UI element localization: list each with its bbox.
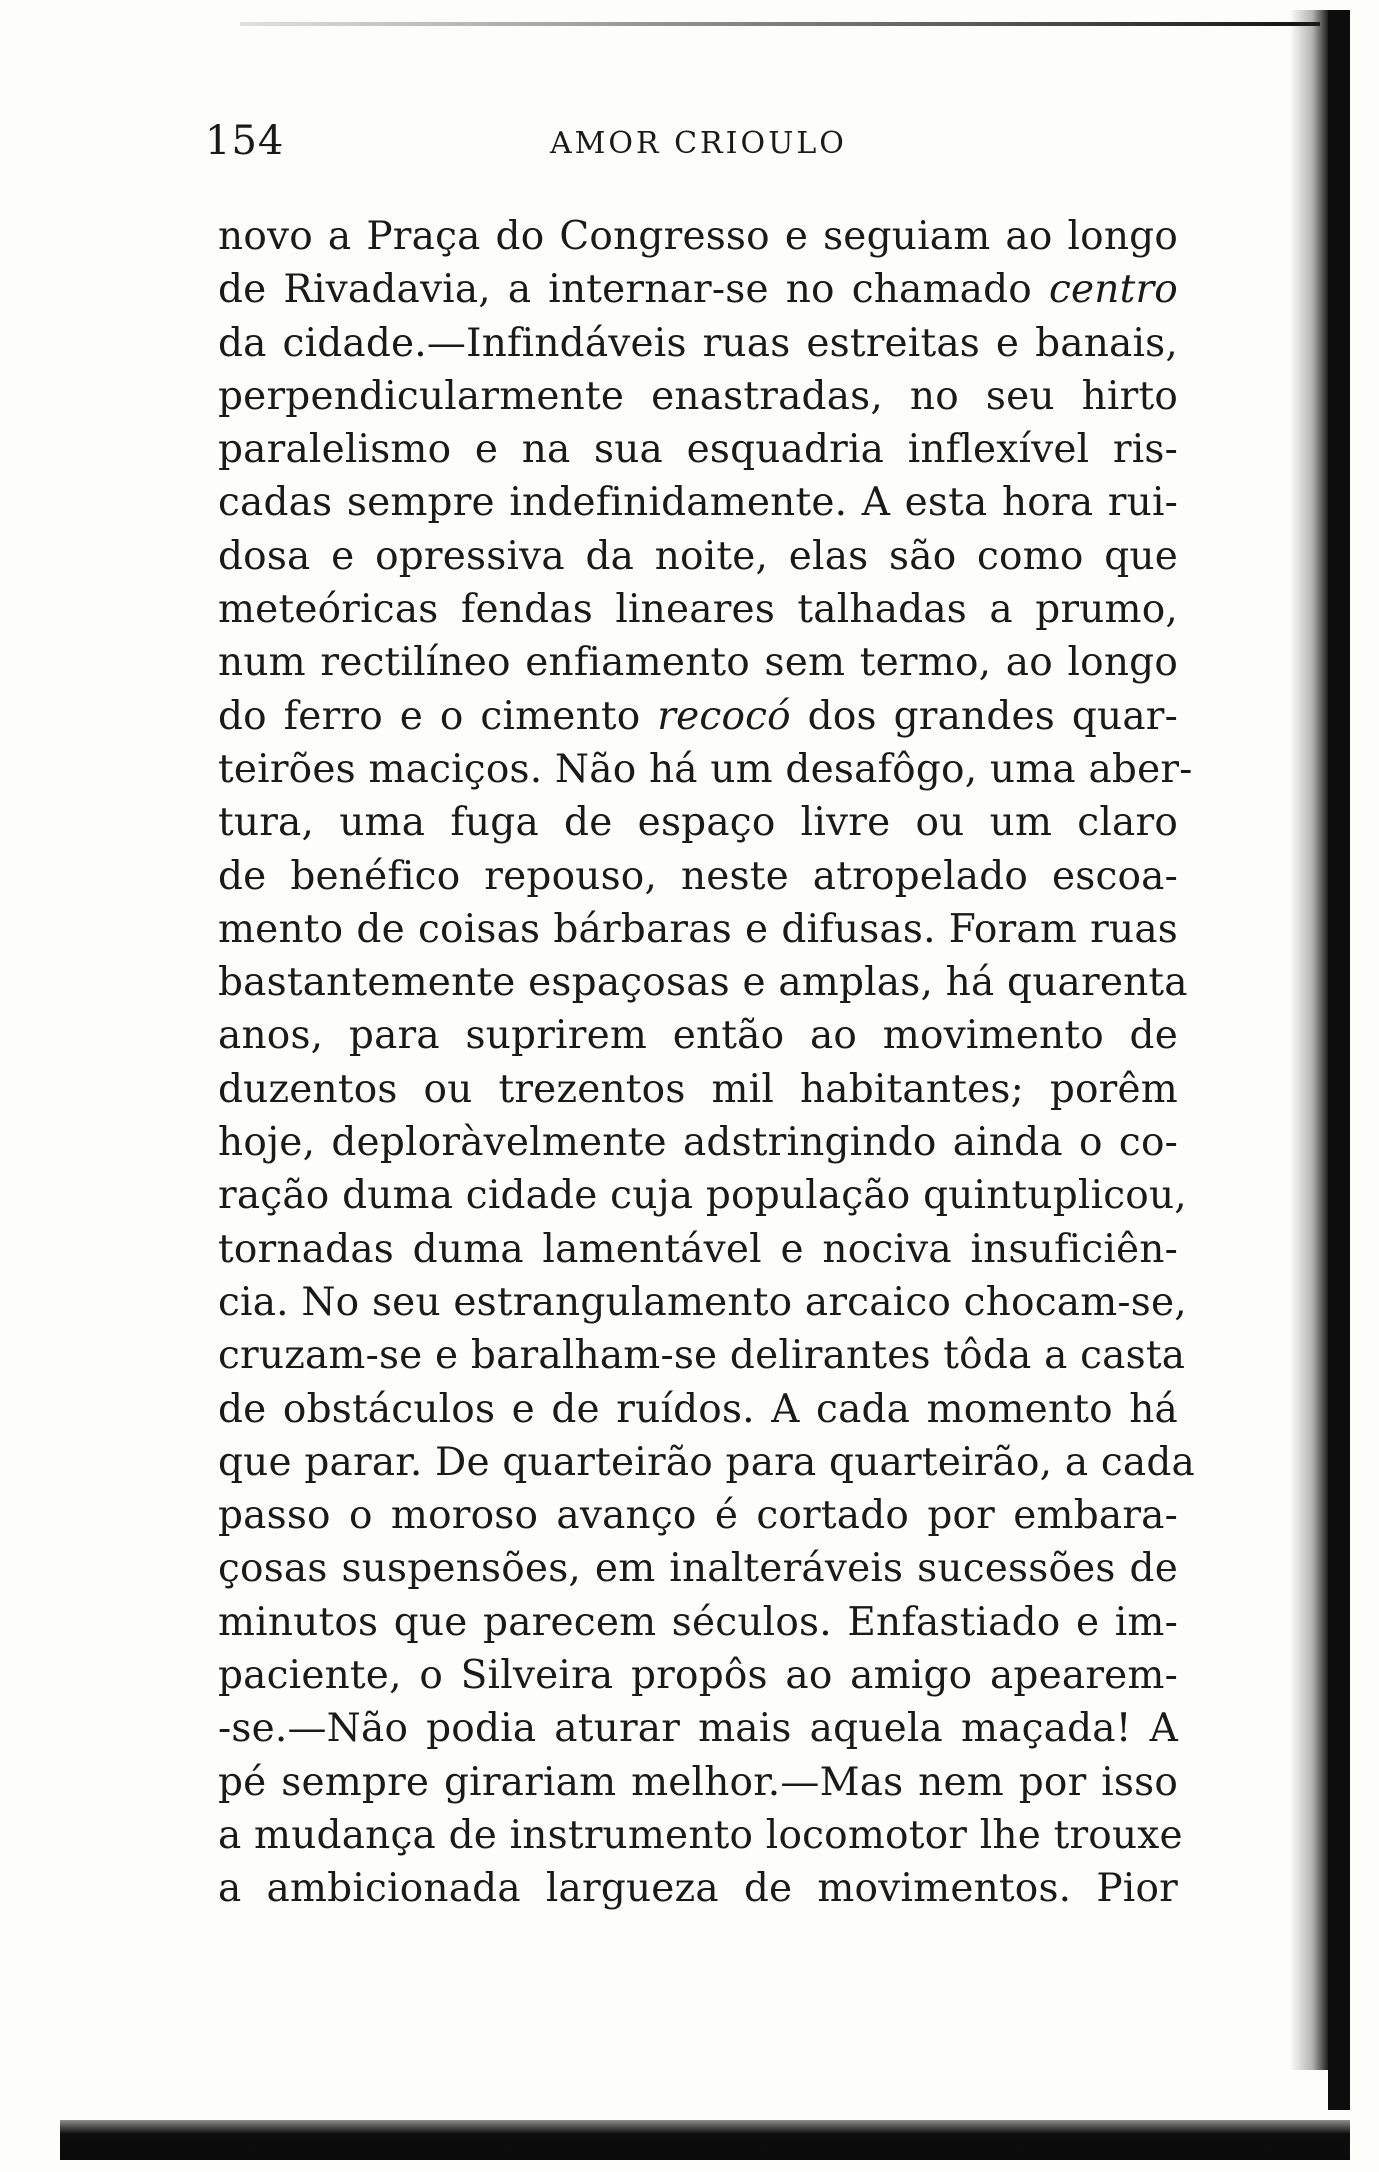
text-segment: paciente, o Silveira propôs ao amigo apearem-: [218, 1653, 1178, 1699]
text-segment: que parar. De quarteirão para quarteirão, a cada: [218, 1439, 1195, 1485]
text-line: [218, 210, 1178, 263]
text-line: [218, 850, 1178, 903]
text-line: [218, 1329, 1186, 1382]
scan-bottom-edge: [60, 2120, 1350, 2160]
text-line: [218, 1542, 1178, 1595]
text-line: [218, 743, 1193, 796]
text-segment: cadas sempre indefinidamente. A esta hora rui-: [218, 480, 1178, 526]
text-line: [218, 1649, 1178, 1702]
text-segment: cruzam-se e baralham-se delirantes tôda a casta: [218, 1333, 1186, 1379]
text-segment: dosa e opressiva da noite, elas são como que: [218, 533, 1178, 579]
page-number: 154: [205, 118, 285, 164]
text-segment: perpendicularmente enastradas, no seu hirto: [218, 373, 1178, 419]
text-line: [218, 1116, 1178, 1169]
text-line: [218, 636, 1178, 689]
text-line: [218, 1489, 1178, 1542]
text-line: [218, 1809, 1183, 1862]
text-segment: cia. No seu estrangulamento arcaico chocam-se,: [218, 1279, 1187, 1325]
text-segment: duzentos ou trezentos mil habitantes; porêm: [218, 1066, 1178, 1112]
text-segment: teirões maciços. Não há um desafôgo, uma aber-: [218, 746, 1193, 792]
text-line: [218, 1756, 1178, 1809]
text-segment: da cidade.—Infindáveis ruas estreitas e banais,: [218, 320, 1178, 366]
text-line: [218, 1169, 1187, 1222]
text-line: [218, 423, 1178, 476]
text-line: [218, 1063, 1178, 1116]
text-segment: tornadas duma lamentável e nociva insuficiên-: [218, 1226, 1178, 1272]
running-title: AMOR CRIOULO: [550, 126, 847, 161]
text-segment: dos grandes quar-: [790, 693, 1178, 739]
page-header: [205, 118, 1165, 178]
text-line: [218, 1276, 1187, 1329]
text-segment: a ambicionada largueza de movimentos. Pior: [218, 1866, 1178, 1912]
text-segment: anos, para suprirem então ao movimento de: [218, 1013, 1178, 1059]
text-line: [218, 690, 1178, 743]
text-line: [218, 1223, 1178, 1276]
scan-top-shadow: [240, 22, 1320, 26]
scan-right-edge: [1328, 10, 1350, 2110]
italic-term: centro: [1048, 267, 1178, 313]
text-line: [218, 317, 1178, 370]
text-line: [218, 530, 1178, 583]
text-segment: meteóricas fendas lineares talhadas a prumo,: [218, 587, 1178, 633]
text-segment: tura, uma fuga de espaço livre ou um claro: [218, 800, 1178, 846]
text-segment: mento de coisas bárbaras e difusas. Foram ruas: [218, 906, 1178, 952]
text-line: [218, 1009, 1178, 1062]
text-segment: num rectilíneo enfiamento sem termo, ao longo: [218, 640, 1178, 686]
text-segment: çosas suspensões, em inalteráveis sucessões de: [218, 1546, 1178, 1592]
text-segment: -se.—Não podia aturar mais aquela maçada! A: [218, 1706, 1178, 1752]
text-line: [218, 903, 1178, 956]
text-line: [218, 370, 1178, 423]
text-line: [218, 796, 1178, 849]
text-segment: hoje, deploràvelmente adstringindo ainda o co-: [218, 1120, 1178, 1166]
text-line: [218, 263, 1178, 316]
text-line: [218, 1596, 1178, 1649]
text-segment: a mudança de instrumento locomotor lhe trouxe: [218, 1812, 1183, 1858]
text-line: [218, 476, 1178, 529]
text-segment: bastantemente espaçosas e amplas, há quarenta: [218, 960, 1188, 1006]
text-segment: paralelismo e na sua esquadria inflexível ris-: [218, 427, 1178, 473]
text-segment: pé sempre girariam melhor.—Mas nem por isso: [218, 1759, 1178, 1805]
text-line: [218, 1862, 1178, 1915]
text-segment: de Rivadavia, a internar-se no chamado: [218, 267, 1049, 313]
text-segment: do ferro e o cimento: [218, 693, 658, 739]
text-segment: passo o moroso avanço é cortado por embara-: [218, 1493, 1178, 1539]
text-line: [218, 1702, 1178, 1755]
text-segment: novo a Praça do Congresso e seguiam ao longo: [218, 214, 1178, 259]
body-text: [218, 210, 1195, 1916]
text-segment: de benéfico repouso, neste atropelado escoa-: [218, 853, 1178, 899]
text-line: [218, 583, 1178, 636]
text-segment: de obstáculos e de ruídos. A cada momento há: [218, 1386, 1178, 1432]
text-line: [218, 1436, 1195, 1489]
text-line: [218, 1383, 1178, 1436]
italic-term: recocó: [657, 693, 791, 739]
text-segment: ração duma cidade cuja população quintuplicou,: [218, 1173, 1187, 1219]
text-line: [218, 956, 1188, 1009]
text-segment: minutos que parecem séculos. Enfastiado e im-: [218, 1599, 1178, 1645]
